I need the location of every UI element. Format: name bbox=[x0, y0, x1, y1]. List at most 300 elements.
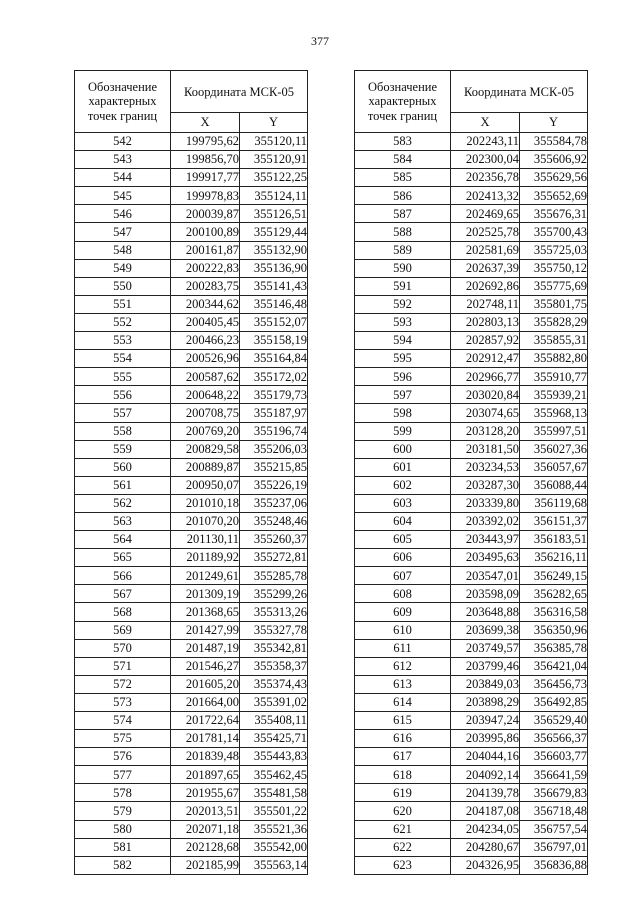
point-id-cell: 576 bbox=[75, 748, 171, 766]
point-id-cell: 585 bbox=[355, 169, 451, 187]
table-row bbox=[355, 820, 588, 838]
x-coordinate-cell: 203181,50 bbox=[451, 440, 520, 458]
table-row bbox=[355, 259, 588, 277]
y-coordinate-cell: 355206,03 bbox=[240, 440, 308, 458]
table-row bbox=[75, 657, 308, 675]
x-coordinate-cell: 200769,20 bbox=[171, 422, 240, 440]
point-id-cell: 578 bbox=[75, 784, 171, 802]
x-coordinate-cell: 202013,51 bbox=[171, 802, 240, 820]
point-id-cell: 590 bbox=[355, 259, 451, 277]
table-row bbox=[355, 585, 588, 603]
point-id-cell: 580 bbox=[75, 820, 171, 838]
x-coordinate-cell: 202243,11 bbox=[451, 133, 520, 151]
y-coordinate-cell: 356385,78 bbox=[520, 639, 588, 657]
y-coordinate-cell: 355408,11 bbox=[240, 712, 308, 730]
y-coordinate-cell: 356282,65 bbox=[520, 585, 588, 603]
point-id-cell: 569 bbox=[75, 621, 171, 639]
y-coordinate-cell: 355120,11 bbox=[240, 133, 308, 151]
y-coordinate-cell: 355882,80 bbox=[520, 350, 588, 368]
y-coordinate-cell: 356316,58 bbox=[520, 603, 588, 621]
x-coordinate-cell: 203547,01 bbox=[451, 567, 520, 585]
table-row bbox=[75, 820, 308, 838]
table-row bbox=[355, 675, 588, 693]
y-coordinate-cell: 356679,83 bbox=[520, 784, 588, 802]
point-id-cell: 559 bbox=[75, 440, 171, 458]
y-coordinate-cell: 356088,44 bbox=[520, 476, 588, 494]
y-coordinate-cell: 355521,36 bbox=[240, 820, 308, 838]
y-coordinate-cell: 355358,37 bbox=[240, 657, 308, 675]
point-id-cell: 561 bbox=[75, 476, 171, 494]
y-coordinate-cell: 355272,81 bbox=[240, 549, 308, 567]
y-coordinate-cell: 355327,78 bbox=[240, 621, 308, 639]
y-coordinate-cell: 355158,19 bbox=[240, 332, 308, 350]
point-id-cell: 558 bbox=[75, 422, 171, 440]
x-coordinate-cell: 201427,99 bbox=[171, 621, 240, 639]
x-coordinate-cell: 200161,87 bbox=[171, 241, 240, 259]
table-row bbox=[355, 603, 588, 621]
x-coordinate-cell: 202185,99 bbox=[171, 856, 240, 874]
table-row bbox=[75, 512, 308, 530]
point-id-cell: 605 bbox=[355, 531, 451, 549]
y-coordinate-cell: 355260,37 bbox=[240, 531, 308, 549]
table-row bbox=[355, 422, 588, 440]
x-coordinate-cell: 204092,14 bbox=[451, 766, 520, 784]
y-coordinate-cell: 356350,96 bbox=[520, 621, 588, 639]
table-row bbox=[75, 766, 308, 784]
table-row bbox=[355, 784, 588, 802]
page-number: 377 bbox=[311, 34, 329, 48]
x-coordinate-cell: 200526,96 bbox=[171, 350, 240, 368]
table-body-left bbox=[75, 133, 308, 875]
point-id-cell: 548 bbox=[75, 241, 171, 259]
x-coordinate-cell: 200283,75 bbox=[171, 277, 240, 295]
table-row bbox=[355, 386, 588, 404]
table-row bbox=[75, 259, 308, 277]
x-coordinate-cell: 203598,09 bbox=[451, 585, 520, 603]
y-coordinate-cell: 355939,21 bbox=[520, 386, 588, 404]
y-coordinate-cell: 356603,77 bbox=[520, 748, 588, 766]
table-row bbox=[75, 277, 308, 295]
point-id-cell: 598 bbox=[355, 404, 451, 422]
point-id-cell: 565 bbox=[75, 549, 171, 567]
x-coordinate-cell: 202469,65 bbox=[451, 205, 520, 223]
coordinates-table-right bbox=[354, 70, 588, 875]
x-coordinate-cell: 201546,27 bbox=[171, 657, 240, 675]
point-id-cell: 610 bbox=[355, 621, 451, 639]
point-id-cell: 581 bbox=[75, 838, 171, 856]
x-coordinate-cell: 202692,86 bbox=[451, 277, 520, 295]
table-row bbox=[75, 603, 308, 621]
point-id-cell: 592 bbox=[355, 295, 451, 313]
point-id-cell: 599 bbox=[355, 422, 451, 440]
x-coordinate-cell: 204280,67 bbox=[451, 838, 520, 856]
x-coordinate-cell: 199978,83 bbox=[171, 187, 240, 205]
x-coordinate-cell: 201781,14 bbox=[171, 730, 240, 748]
table-row bbox=[355, 223, 588, 241]
x-coordinate-cell: 200466,23 bbox=[171, 332, 240, 350]
x-coordinate-cell: 203799,46 bbox=[451, 657, 520, 675]
point-id-cell: 623 bbox=[355, 856, 451, 874]
point-id-cell: 607 bbox=[355, 567, 451, 585]
table-row bbox=[75, 187, 308, 205]
y-coordinate-cell: 356492,85 bbox=[520, 693, 588, 711]
y-coordinate-cell: 355124,11 bbox=[240, 187, 308, 205]
x-coordinate-cell: 200587,62 bbox=[171, 368, 240, 386]
coordinate-system-header: Координата МСК-05 bbox=[171, 71, 308, 113]
point-id-cell: 611 bbox=[355, 639, 451, 657]
point-id-cell: 621 bbox=[355, 820, 451, 838]
x-coordinate-cell: 202966,77 bbox=[451, 368, 520, 386]
point-id-cell: 572 bbox=[75, 675, 171, 693]
x-coordinate-cell: 202300,04 bbox=[451, 151, 520, 169]
point-id-cell: 622 bbox=[355, 838, 451, 856]
y-coordinate-cell: 355542,00 bbox=[240, 838, 308, 856]
table-row bbox=[355, 766, 588, 784]
table-row bbox=[355, 350, 588, 368]
table-row bbox=[75, 675, 308, 693]
point-id-cell: 604 bbox=[355, 512, 451, 530]
table-row bbox=[75, 368, 308, 386]
point-id-cell: 616 bbox=[355, 730, 451, 748]
table-row bbox=[355, 295, 588, 313]
table-row bbox=[75, 332, 308, 350]
y-coordinate-cell: 355676,31 bbox=[520, 205, 588, 223]
table-row bbox=[355, 368, 588, 386]
y-coordinate-cell: 356566,37 bbox=[520, 730, 588, 748]
point-id-cell: 587 bbox=[355, 205, 451, 223]
table-row bbox=[75, 567, 308, 585]
y-coordinate-cell: 355146,48 bbox=[240, 295, 308, 313]
point-id-cell: 601 bbox=[355, 458, 451, 476]
x-coordinate-cell: 201070,20 bbox=[171, 512, 240, 530]
y-coordinate-cell: 356641,59 bbox=[520, 766, 588, 784]
table-row bbox=[75, 748, 308, 766]
x-coordinate-cell: 201249,61 bbox=[171, 567, 240, 585]
coordinate-system-header: Координата МСК-05 bbox=[451, 71, 588, 113]
x-coordinate-cell: 202581,69 bbox=[451, 241, 520, 259]
y-coordinate-cell: 355910,77 bbox=[520, 368, 588, 386]
y-coordinate-cell: 355129,44 bbox=[240, 223, 308, 241]
x-coordinate-cell: 200039,87 bbox=[171, 205, 240, 223]
table-row bbox=[355, 693, 588, 711]
x-coordinate-cell: 204139,78 bbox=[451, 784, 520, 802]
table-row bbox=[75, 151, 308, 169]
x-coordinate-cell: 202525,78 bbox=[451, 223, 520, 241]
x-coordinate-cell: 200344,62 bbox=[171, 295, 240, 313]
y-coordinate-cell: 355237,06 bbox=[240, 494, 308, 512]
y-coordinate-cell: 355425,71 bbox=[240, 730, 308, 748]
point-id-cell: 579 bbox=[75, 802, 171, 820]
table-row bbox=[355, 313, 588, 331]
x-coordinate-cell: 203947,24 bbox=[451, 712, 520, 730]
table-row bbox=[355, 241, 588, 259]
x-column-header: X bbox=[451, 113, 520, 133]
table-row bbox=[355, 476, 588, 494]
x-coordinate-cell: 204187,08 bbox=[451, 802, 520, 820]
point-id-cell: 562 bbox=[75, 494, 171, 512]
table-row bbox=[355, 332, 588, 350]
table-row bbox=[355, 169, 588, 187]
table-row bbox=[355, 494, 588, 512]
y-coordinate-cell: 356151,37 bbox=[520, 512, 588, 530]
table-row bbox=[355, 621, 588, 639]
point-id-cell: 614 bbox=[355, 693, 451, 711]
point-id-cell: 568 bbox=[75, 603, 171, 621]
x-coordinate-cell: 199856,70 bbox=[171, 151, 240, 169]
point-id-cell: 586 bbox=[355, 187, 451, 205]
x-coordinate-cell: 203287,30 bbox=[451, 476, 520, 494]
x-coordinate-cell: 201664,00 bbox=[171, 693, 240, 711]
table-row bbox=[75, 585, 308, 603]
point-id-cell: 597 bbox=[355, 386, 451, 404]
x-column-header: X bbox=[171, 113, 240, 133]
table-row bbox=[355, 802, 588, 820]
point-id-cell: 563 bbox=[75, 512, 171, 530]
y-coordinate-cell: 356119,68 bbox=[520, 494, 588, 512]
point-id-cell: 593 bbox=[355, 313, 451, 331]
point-id-cell: 550 bbox=[75, 277, 171, 295]
table-row bbox=[75, 730, 308, 748]
point-id-cell: 596 bbox=[355, 368, 451, 386]
y-coordinate-cell: 355179,73 bbox=[240, 386, 308, 404]
x-coordinate-cell: 202857,92 bbox=[451, 332, 520, 350]
point-id-cell: 619 bbox=[355, 784, 451, 802]
table-row bbox=[75, 350, 308, 368]
table-row bbox=[75, 241, 308, 259]
y-coordinate-cell: 355285,78 bbox=[240, 567, 308, 585]
y-coordinate-cell: 355606,92 bbox=[520, 151, 588, 169]
x-coordinate-cell: 201368,65 bbox=[171, 603, 240, 621]
x-coordinate-cell: 201839,48 bbox=[171, 748, 240, 766]
y-coordinate-cell: 355629,56 bbox=[520, 169, 588, 187]
point-id-cell: 570 bbox=[75, 639, 171, 657]
point-id-cell: 575 bbox=[75, 730, 171, 748]
table-row bbox=[75, 313, 308, 331]
point-id-cell: 595 bbox=[355, 350, 451, 368]
x-coordinate-cell: 203699,38 bbox=[451, 621, 520, 639]
table-row bbox=[75, 494, 308, 512]
point-id-cell: 600 bbox=[355, 440, 451, 458]
point-id-cell: 584 bbox=[355, 151, 451, 169]
point-id-cell: 594 bbox=[355, 332, 451, 350]
x-coordinate-cell: 200889,87 bbox=[171, 458, 240, 476]
point-id-cell: 620 bbox=[355, 802, 451, 820]
point-id-cell: 574 bbox=[75, 712, 171, 730]
x-coordinate-cell: 201309,19 bbox=[171, 585, 240, 603]
table-row bbox=[355, 151, 588, 169]
y-coordinate-cell: 355136,90 bbox=[240, 259, 308, 277]
point-id-cell: 547 bbox=[75, 223, 171, 241]
y-coordinate-cell: 356757,54 bbox=[520, 820, 588, 838]
table-row bbox=[355, 549, 588, 567]
y-coordinate-cell: 355374,43 bbox=[240, 675, 308, 693]
point-id-cell: 608 bbox=[355, 585, 451, 603]
table-row bbox=[355, 712, 588, 730]
y-coordinate-cell: 355828,29 bbox=[520, 313, 588, 331]
x-coordinate-cell: 202128,68 bbox=[171, 838, 240, 856]
table-row bbox=[355, 838, 588, 856]
point-id-cell: 546 bbox=[75, 205, 171, 223]
y-coordinate-cell: 355215,85 bbox=[240, 458, 308, 476]
point-id-cell: 589 bbox=[355, 241, 451, 259]
y-coordinate-cell: 355248,46 bbox=[240, 512, 308, 530]
y-coordinate-cell: 355750,12 bbox=[520, 259, 588, 277]
table-row bbox=[75, 169, 308, 187]
y-coordinate-cell: 355172,02 bbox=[240, 368, 308, 386]
y-coordinate-cell: 355299,26 bbox=[240, 585, 308, 603]
point-id-cell: 543 bbox=[75, 151, 171, 169]
point-id-cell: 551 bbox=[75, 295, 171, 313]
point-id-cell: 617 bbox=[355, 748, 451, 766]
table-row bbox=[75, 621, 308, 639]
table-row bbox=[355, 277, 588, 295]
x-coordinate-cell: 203749,57 bbox=[451, 639, 520, 657]
x-coordinate-cell: 199795,62 bbox=[171, 133, 240, 151]
x-coordinate-cell: 203443,97 bbox=[451, 531, 520, 549]
point-id-cell: 571 bbox=[75, 657, 171, 675]
x-coordinate-cell: 203849,03 bbox=[451, 675, 520, 693]
x-coordinate-cell: 200100,89 bbox=[171, 223, 240, 241]
y-coordinate-cell: 355196,74 bbox=[240, 422, 308, 440]
table-row bbox=[355, 440, 588, 458]
y-coordinate-cell: 355126,51 bbox=[240, 205, 308, 223]
y-coordinate-cell: 355152,07 bbox=[240, 313, 308, 331]
y-coordinate-cell: 355997,51 bbox=[520, 422, 588, 440]
table-row bbox=[75, 223, 308, 241]
table-row bbox=[355, 458, 588, 476]
table-row bbox=[75, 856, 308, 874]
point-id-cell: 612 bbox=[355, 657, 451, 675]
table-row bbox=[75, 838, 308, 856]
y-coordinate-cell: 355443,83 bbox=[240, 748, 308, 766]
point-id-cell: 555 bbox=[75, 368, 171, 386]
x-coordinate-cell: 203074,65 bbox=[451, 404, 520, 422]
point-id-cell: 591 bbox=[355, 277, 451, 295]
point-label-header: Обозначение характерных точек границ bbox=[75, 71, 171, 133]
table-row bbox=[355, 531, 588, 549]
point-id-cell: 554 bbox=[75, 350, 171, 368]
table-row bbox=[75, 784, 308, 802]
x-coordinate-cell: 201130,11 bbox=[171, 531, 240, 549]
x-coordinate-cell: 202912,47 bbox=[451, 350, 520, 368]
y-coordinate-cell: 356183,51 bbox=[520, 531, 588, 549]
table-row bbox=[75, 422, 308, 440]
table-row bbox=[355, 856, 588, 874]
x-coordinate-cell: 200648,22 bbox=[171, 386, 240, 404]
table-row bbox=[75, 458, 308, 476]
point-id-cell: 609 bbox=[355, 603, 451, 621]
x-coordinate-cell: 203392,02 bbox=[451, 512, 520, 530]
y-coordinate-cell: 355801,75 bbox=[520, 295, 588, 313]
point-id-cell: 588 bbox=[355, 223, 451, 241]
y-column-header: Y bbox=[520, 113, 588, 133]
point-id-cell: 564 bbox=[75, 531, 171, 549]
point-id-cell: 566 bbox=[75, 567, 171, 585]
coordinates-table-left bbox=[74, 70, 308, 875]
point-id-cell: 618 bbox=[355, 766, 451, 784]
point-id-cell: 553 bbox=[75, 332, 171, 350]
point-id-cell: 560 bbox=[75, 458, 171, 476]
table-row bbox=[75, 531, 308, 549]
table-row bbox=[75, 639, 308, 657]
x-coordinate-cell: 201010,18 bbox=[171, 494, 240, 512]
y-coordinate-cell: 355391,02 bbox=[240, 693, 308, 711]
y-coordinate-cell: 356027,36 bbox=[520, 440, 588, 458]
table-row bbox=[75, 386, 308, 404]
y-coordinate-cell: 355164,84 bbox=[240, 350, 308, 368]
x-coordinate-cell: 201722,64 bbox=[171, 712, 240, 730]
x-coordinate-cell: 201189,92 bbox=[171, 549, 240, 567]
x-coordinate-cell: 202071,18 bbox=[171, 820, 240, 838]
y-coordinate-cell: 356797,01 bbox=[520, 838, 588, 856]
point-id-cell: 602 bbox=[355, 476, 451, 494]
table-row bbox=[75, 476, 308, 494]
x-coordinate-cell: 202413,32 bbox=[451, 187, 520, 205]
x-coordinate-cell: 202356,78 bbox=[451, 169, 520, 187]
y-coordinate-cell: 356057,67 bbox=[520, 458, 588, 476]
table-row bbox=[75, 693, 308, 711]
point-id-cell: 577 bbox=[75, 766, 171, 784]
point-id-cell: 544 bbox=[75, 169, 171, 187]
y-coordinate-cell: 355584,78 bbox=[520, 133, 588, 151]
point-label-header: Обозначение характерных точек границ bbox=[355, 71, 451, 133]
point-id-cell: 545 bbox=[75, 187, 171, 205]
y-coordinate-cell: 355481,58 bbox=[240, 784, 308, 802]
table-row bbox=[75, 549, 308, 567]
y-coordinate-cell: 355652,69 bbox=[520, 187, 588, 205]
y-coordinate-cell: 355342,81 bbox=[240, 639, 308, 657]
point-id-cell: 615 bbox=[355, 712, 451, 730]
y-column-header: Y bbox=[240, 113, 308, 133]
point-id-cell: 549 bbox=[75, 259, 171, 277]
table-body-right bbox=[355, 133, 588, 875]
x-coordinate-cell: 203995,86 bbox=[451, 730, 520, 748]
x-coordinate-cell: 201955,67 bbox=[171, 784, 240, 802]
table-row bbox=[355, 512, 588, 530]
x-coordinate-cell: 201897,65 bbox=[171, 766, 240, 784]
y-coordinate-cell: 356249,15 bbox=[520, 567, 588, 585]
y-coordinate-cell: 355725,03 bbox=[520, 241, 588, 259]
y-coordinate-cell: 356529,40 bbox=[520, 712, 588, 730]
y-coordinate-cell: 355120,91 bbox=[240, 151, 308, 169]
x-coordinate-cell: 203648,88 bbox=[451, 603, 520, 621]
point-id-cell: 556 bbox=[75, 386, 171, 404]
x-coordinate-cell: 202637,39 bbox=[451, 259, 520, 277]
x-coordinate-cell: 200222,83 bbox=[171, 259, 240, 277]
y-coordinate-cell: 355700,43 bbox=[520, 223, 588, 241]
point-id-cell: 552 bbox=[75, 313, 171, 331]
x-coordinate-cell: 202803,13 bbox=[451, 313, 520, 331]
point-id-cell: 613 bbox=[355, 675, 451, 693]
point-id-cell: 567 bbox=[75, 585, 171, 603]
point-id-cell: 557 bbox=[75, 404, 171, 422]
table-row bbox=[75, 205, 308, 223]
x-coordinate-cell: 204326,95 bbox=[451, 856, 520, 874]
point-id-cell: 582 bbox=[75, 856, 171, 874]
x-coordinate-cell: 202748,11 bbox=[451, 295, 520, 313]
y-coordinate-cell: 355141,43 bbox=[240, 277, 308, 295]
table-row bbox=[355, 657, 588, 675]
x-coordinate-cell: 201487,19 bbox=[171, 639, 240, 657]
point-id-cell: 603 bbox=[355, 494, 451, 512]
x-coordinate-cell: 199917,77 bbox=[171, 169, 240, 187]
table-row bbox=[355, 205, 588, 223]
y-coordinate-cell: 355968,13 bbox=[520, 404, 588, 422]
table-row bbox=[355, 133, 588, 151]
x-coordinate-cell: 204234,05 bbox=[451, 820, 520, 838]
table-row bbox=[355, 730, 588, 748]
x-coordinate-cell: 203339,80 bbox=[451, 494, 520, 512]
